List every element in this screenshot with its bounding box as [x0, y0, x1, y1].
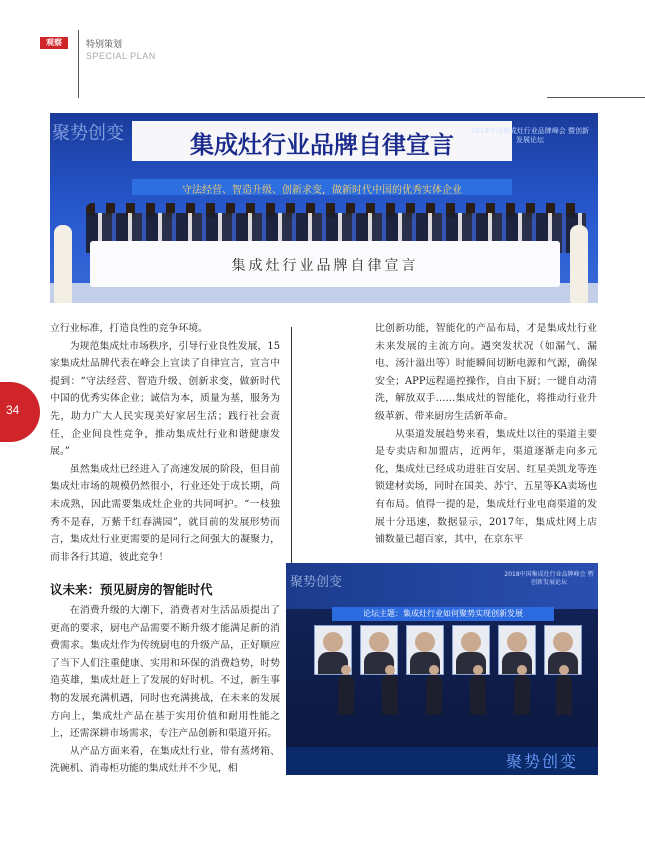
photo-banner-title: 集成灶行业品牌自律宣言 [190, 131, 454, 159]
event-name: 2018中国集成灶行业品牌峰会 暨创新发展论坛 [470, 127, 590, 144]
left-column-bottom [50, 602, 280, 778]
panelist [470, 675, 486, 715]
slogan-text: 守法经营、智造升级、创新求变，做新时代中国的优秀实体企业 [182, 185, 462, 196]
event-logo: 聚势创变 [290, 575, 343, 590]
paragraph: 从渠道发展趋势来看，集成灶以往的渠道主要是专卖店和加盟店，近两年，渠道逐渐走向多元化，集成灶已经成功进驻百安居、红星美凯龙等连锁建材卖场，同时在国美、苏宁、五星等KA卖场也有布局。值得一提的是，集成灶行业电商渠道的发展十分迅速，数据显示，2017年，集成灶网上店铺数量已超百家，其中，在京东平 [375, 428, 597, 546]
slogan-strip [132, 179, 512, 195]
panelist [382, 675, 398, 715]
hostess-left [54, 225, 72, 303]
paragraph: 比创新功能，智能化的产品布局，才是集成灶行业未来发展的主流方向。遇突发状况（如漏气、漏电、汤汁溢出等）时能瞬间切断电源和气源，确保安全；APP远程遥控操作，自由下厨；一键自动清洗，解放双手……集成灶的智能化，将推动行业升级革新、带来厨房生活新革命。 [375, 323, 597, 422]
section-badge: 观察 [40, 37, 68, 49]
declaration-banner [90, 241, 560, 287]
header-divider [78, 30, 79, 98]
photo-banner [132, 121, 512, 161]
section-title-cn: 特别策划 [86, 40, 123, 50]
section-title-en: SPECIAL PLAN [86, 51, 156, 61]
left-column-top [50, 320, 280, 566]
declaration-photo [50, 113, 598, 303]
paragraph: 为规范集成灶市场秩序，引导行业良性发展，15家集成灶品牌代表在峰会上宣读了自律宣言，宣言中提到：“守法经营、智造升级、创新求变，做新时代中国的优秀实体企业；诚信为本，质量为基，服务为先，助力广大人民实现美好家居生活；践行社会责任，企业间良性竞争，推动集成灶行业和谐健康发展。” [50, 340, 280, 458]
event-name: 2018中国集成灶行业品牌峰会 暨创新发展论坛 [504, 571, 594, 586]
forum-photo [286, 563, 598, 775]
page-number: 34 [6, 403, 20, 417]
panelist [556, 675, 572, 715]
section-heading: 议未来：预见厨房的智能时代 [50, 582, 213, 597]
right-column [375, 320, 597, 549]
event-logo: 聚势创变 [52, 123, 124, 144]
forum-topic-strip [332, 607, 554, 621]
stage-brand: 聚势创变 [505, 752, 578, 771]
header-rule [547, 97, 645, 98]
paragraph: 虽然集成灶已经进入了高速发展的阶段，但目前集成灶市场的规模仍然很小，行业还处于成长期，尚未成熟，因此需要集成灶企业的共同呵护。“一枝独秀不是春，万紫千红春满园”，就目前的发展形势而言，集成灶行业更需要的是同行之间强大的凝聚力，而非各行其道，彼此竞争！ [50, 463, 280, 563]
hostess-right [570, 225, 588, 303]
paragraph: 从产品方面来看，在集成灶行业，带有蒸烤箱、洗碗机、消毒柜功能的集成灶并不少见，相 [50, 745, 280, 775]
speaker-card [452, 625, 490, 675]
forum-topic: 论坛主题：集成灶行业如何聚势实现创新发展 [363, 609, 523, 618]
paragraph: 立行业标准，打造良性的竞争环境。 [50, 323, 209, 334]
stage [286, 713, 598, 747]
paragraph: 在消费升级的大潮下，消费者对生活品质提出了更高的要求，厨电产品需要不断升级才能满足新的消费需求。集成灶作为传统厨电的升级产品，正好顺应了当下人们注重健康、实用和环保的消费趋势，时势造英雄，集成灶赶上了发展的好时机。不过，新生事物的发展充满机遇，同时也充满挑战，在未来的发展方向上，集成灶产品在基于实用价值和耐用性能之上，还需深耕市场需求，专注产品创新和渠道开拓。 [50, 605, 280, 740]
panelist [338, 675, 354, 715]
declaration-banner-text: 集成灶行业品牌自律宣言 [231, 258, 419, 274]
panelist [514, 675, 530, 715]
panelist [426, 675, 442, 715]
